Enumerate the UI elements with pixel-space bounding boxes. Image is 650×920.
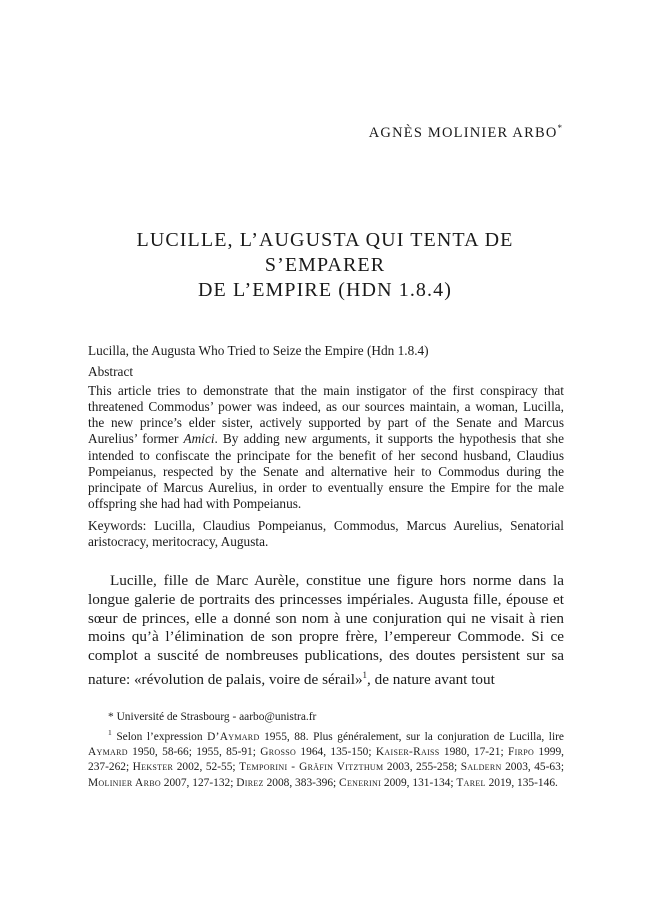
footnote-text-segment: 2003, 45-63; xyxy=(501,761,564,774)
body-paragraph-text: Lucille, fille de Marc Aurèle, constitue une figure hors norme dans la longue galerie de portraits des princesses impériales. Augusta fille, épouse et sœur de princes, elle a donné son nom à une conjuration qui ne visait à rien moins qu’à l’élimination de son propre frère, l’empereur Commode. Si ce complot a suscité de nombreuses publications, des doutes persistent sur sa nature: «révolution de palais, voire de sérail» xyxy=(88,572,564,689)
citation-author: D’Aymard xyxy=(207,731,260,743)
footnote-text-segment: 1964, 135-150; xyxy=(296,746,376,759)
footnote-1-text xyxy=(88,731,564,789)
citation-author: Hekster xyxy=(132,761,174,774)
footnote-text-segment: 1980, 17-21; xyxy=(439,746,508,759)
footnote-text-segment: 1950, 58-66; 1955, 85-91; xyxy=(127,746,261,759)
keywords: Keywords: Lucilla, Claudius Pompeianus, Commodus, Marcus Aurelius, Senatorial aristocracy, meritocracy, Augusta. xyxy=(88,517,564,550)
citation-author: Cenerini xyxy=(339,776,382,789)
footnote-text-segment: 2008, 383-396; xyxy=(263,776,340,789)
author-name-text: AGNÈS MOLINIER ARBO xyxy=(368,124,558,141)
body-paragraph xyxy=(88,572,564,690)
citation-author: Aymard xyxy=(88,746,128,759)
footnote-1-mark: 1 xyxy=(108,728,112,738)
citation-author: Grosso xyxy=(260,746,297,759)
citation-author: Direz xyxy=(236,776,264,789)
article-title xyxy=(80,228,570,303)
footnote-1 xyxy=(88,725,564,791)
citation-author: Molinier Arbo xyxy=(88,776,161,789)
footnote-text-segment: Selon l’expression xyxy=(116,731,208,743)
author-name xyxy=(369,123,562,142)
footnote-text-segment: 1999, 237-262; xyxy=(88,746,565,774)
citation-author: Firpo xyxy=(507,746,535,759)
footnote-affiliation-text: Université de Strasbourg - aarbo@unistra.fr xyxy=(116,711,317,723)
citation-author: Tarel xyxy=(456,776,486,789)
abstract-italic-term: Amici xyxy=(183,431,215,447)
abstract-heading: Abstract xyxy=(88,364,134,380)
citation-author: Temporini - Gräfin Vitzthum xyxy=(239,761,384,774)
footnote-text-segment: 2002, 52-55; xyxy=(173,761,240,774)
body-text xyxy=(88,572,564,690)
english-title: Lucilla, the Augusta Who Tried to Seize the Empire (Hdn 1.8.4) xyxy=(88,343,429,358)
footnote-text-segment: 2009, 131-134; xyxy=(381,776,457,789)
abstract-text-part-2: . By adding new arguments, it supports the hypothesis that she intended to confiscate the principate for the benefit of her second husband, Claudius Pompeianus, respected by the Senate and alternative heir to Commodus during the principate of Marcus Aurelius, in order to eventually ensure the Empire for the male offspring she had had with Pompeianus. xyxy=(88,431,564,511)
abstract-section xyxy=(88,343,564,550)
footnote-text-segment: 2003, 255-258; xyxy=(383,761,461,774)
article-title-line-1: LUCILLE, L’AUGUSTA QUI TENTA DE S’EMPARER xyxy=(136,229,514,276)
footnote-reference: 1 xyxy=(362,669,368,680)
body-paragraph-continuation: , de nature avant tout xyxy=(367,671,495,689)
footnote-affiliation xyxy=(88,710,564,725)
abstract-text xyxy=(88,383,564,512)
footnotes-section xyxy=(88,710,564,791)
article-title-line-2: DE L’EMPIRE (HDN 1.8.4) xyxy=(198,279,452,301)
footnote-text-segment: 1955, 88. Plus généralement, sur la conjuration de Lucilla, lire xyxy=(259,731,564,743)
citation-author: Kaiser-Raiss xyxy=(375,746,440,759)
citation-author: Saldern xyxy=(460,761,502,774)
footnote-text-segment: 2019, 135-146. xyxy=(485,776,558,789)
abstract-text-part-1: This article tries to demonstrate that the main instigator of the first conspiracy that threatened Commodus’ power was indeed, as our sources maintain, a woman, Lucilla, the new prince’s elder sister, actively supported by part of the Senate and Marcus Aurelius’ former xyxy=(88,383,564,447)
footnote-affiliation-mark: * xyxy=(108,711,114,723)
author-footnote-mark: * xyxy=(557,123,562,133)
footnote-text-segment: 2007, 127-132; xyxy=(160,776,237,789)
